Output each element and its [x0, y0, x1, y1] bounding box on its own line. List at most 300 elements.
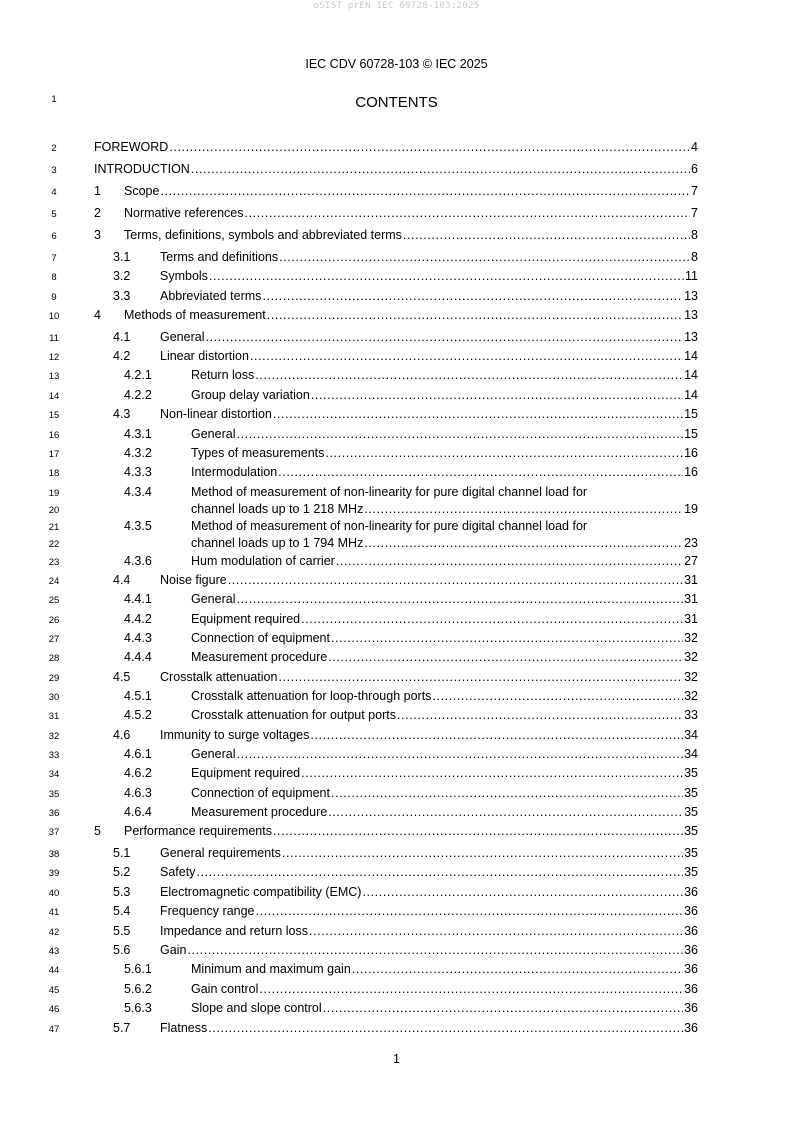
toc-entry-body	[191, 554, 698, 568]
line-number: 43	[48, 946, 60, 957]
toc-entry-body	[160, 573, 698, 587]
toc-entry-title: General	[191, 427, 236, 441]
toc-entry[interactable]	[0, 228, 793, 247]
line-number: 6	[51, 231, 57, 242]
toc-entry-body	[160, 349, 698, 363]
toc-page-number: 36	[684, 962, 698, 976]
dot-leader	[236, 427, 683, 441]
toc-entry-body	[191, 446, 698, 460]
toc-entry-title: General requirements	[160, 846, 281, 860]
toc-entry[interactable]	[0, 140, 793, 159]
line-number: 9	[51, 292, 57, 303]
page-header: IEC CDV 60728-103 © IEC 2025	[305, 57, 488, 71]
toc-entry-title: channel loads up to 1 218 MHz	[191, 502, 364, 516]
toc-page-number: 35	[684, 805, 698, 819]
dot-leader	[208, 1021, 683, 1035]
toc-entry-body	[160, 728, 698, 742]
dot-leader	[325, 446, 683, 460]
toc-entry[interactable]	[0, 824, 793, 843]
line-number: 27	[48, 634, 60, 645]
line-number: 15	[48, 410, 60, 421]
line-number: 31	[48, 711, 60, 722]
toc-section-number: 4.4	[113, 573, 131, 587]
toc-entry-body	[191, 1001, 698, 1015]
toc-entry[interactable]	[0, 708, 793, 727]
toc-entry-title: Hum modulation of carrier	[191, 554, 335, 568]
dot-leader	[278, 670, 683, 684]
line-number: 41	[48, 907, 60, 918]
toc-entry-title: channel loads up to 1 794 MHz	[191, 536, 364, 550]
toc-entry-title: Normative references	[124, 206, 244, 220]
line-number: 46	[48, 1004, 60, 1015]
toc-section-number: 4.2.2	[124, 388, 152, 402]
toc-entry-title: Terms and definitions	[160, 250, 279, 264]
toc-entry-title: Frequency range	[160, 904, 255, 918]
line-number: 28	[48, 653, 60, 664]
toc-entry[interactable]	[0, 388, 793, 407]
toc-entry-body	[191, 747, 698, 761]
toc-entry-title: Safety	[160, 865, 196, 879]
toc-section-number: 4.4.3	[124, 631, 152, 645]
toc-entry-body	[160, 904, 698, 918]
toc-section-number: 3.2	[113, 269, 131, 283]
toc-entry-body	[160, 846, 698, 860]
toc-section-number: 4.4.4	[124, 650, 152, 664]
toc-entry[interactable]	[0, 446, 793, 465]
toc-entry-title: Minimum and maximum gain	[191, 962, 351, 976]
toc-entry-title-line1: Method of measurement of non-linearity for pure digital channel load for	[191, 485, 588, 499]
toc-entry-title: Measurement procedure	[191, 650, 328, 664]
toc-page-number: 32	[684, 670, 698, 684]
line-number: 29	[48, 673, 60, 684]
dot-leader	[278, 465, 683, 479]
toc-entry-title: Connection of equipment	[191, 786, 330, 800]
toc-entry-body	[191, 388, 698, 402]
toc-page-number: 31	[684, 612, 698, 626]
toc-page-number: 4	[691, 140, 698, 154]
toc-entry[interactable]	[0, 206, 793, 225]
toc-entry-title: Types of measurements	[191, 446, 325, 460]
toc-page-number: 35	[684, 865, 698, 879]
dot-leader	[397, 708, 683, 722]
toc-section-number: 4.3.1	[124, 427, 152, 441]
toc-entry-title: Scope	[124, 184, 160, 198]
dot-leader	[245, 206, 691, 220]
toc-page-number: 23	[684, 536, 698, 550]
toc-page-number: 32	[684, 650, 698, 664]
toc-section-number: 4.6.2	[124, 766, 152, 780]
toc-section-number: 5.5	[113, 924, 131, 938]
toc-section-number: 4.3	[113, 407, 131, 421]
toc-entry-title: Crosstalk attenuation	[160, 670, 278, 684]
toc-entry-body	[191, 962, 698, 976]
dot-leader	[250, 349, 683, 363]
toc-entry[interactable]	[0, 631, 793, 650]
dot-leader	[282, 846, 683, 860]
page-title: CONTENTS	[355, 94, 438, 111]
toc-entry-body	[94, 140, 698, 154]
toc-entry-title: General	[191, 592, 236, 606]
toc-entry-body	[191, 650, 698, 664]
line-number: 40	[48, 888, 60, 899]
toc-entry[interactable]	[0, 728, 793, 747]
line-number: 45	[48, 985, 60, 996]
toc-page-number: 8	[691, 228, 698, 242]
toc-entry-body	[191, 766, 698, 780]
toc-page-number: 16	[684, 465, 698, 479]
dot-leader	[301, 612, 683, 626]
toc-entry-body	[191, 982, 698, 996]
toc-entry-title: Gain	[160, 943, 187, 957]
toc-entry[interactable]	[0, 766, 793, 785]
line-number: 17	[48, 449, 60, 460]
toc-page-number: 32	[684, 631, 698, 645]
toc-entry[interactable]	[0, 670, 793, 689]
toc-section-number: 3.3	[113, 289, 131, 303]
toc-section-number: 4.2	[113, 349, 131, 363]
toc-section-number: 4.4.2	[124, 612, 152, 626]
dot-leader	[336, 554, 683, 568]
toc-page-number: 6	[691, 162, 698, 176]
line-number: 18	[48, 468, 60, 479]
toc-section-number: 4.6.3	[124, 786, 152, 800]
line-number: 39	[48, 868, 60, 879]
toc-entry-body	[160, 670, 698, 684]
toc-entry[interactable]	[0, 465, 793, 484]
dot-leader	[432, 689, 683, 703]
toc-entry-body	[191, 502, 698, 516]
toc-entry[interactable]	[0, 269, 793, 288]
toc-entry-body	[160, 269, 698, 283]
toc-page-number: 8	[691, 250, 698, 264]
toc-entry-body	[191, 612, 698, 626]
toc-entry-body	[191, 368, 698, 382]
toc-entry[interactable]	[0, 330, 793, 349]
toc-section-number: 4.1	[113, 330, 131, 344]
toc-page-number: 34	[684, 728, 698, 742]
toc-page-number: 15	[684, 427, 698, 441]
dot-leader	[311, 388, 683, 402]
toc-entry-body	[191, 536, 698, 550]
dot-leader	[209, 269, 684, 283]
line-number: 24	[48, 576, 60, 587]
toc-entry-title: Measurement procedure	[191, 805, 328, 819]
toc-entry-body	[160, 407, 698, 421]
dot-leader	[196, 865, 683, 879]
toc-section-number: 2	[94, 206, 101, 220]
line-number: 47	[48, 1024, 60, 1035]
dot-leader	[301, 766, 683, 780]
toc-entry-title: Performance requirements	[124, 824, 272, 838]
toc-section-number: 1	[94, 184, 101, 198]
toc-section-number: 4.3.4	[124, 485, 152, 499]
toc-section-number: 4.4.1	[124, 592, 152, 606]
toc-page-number: 14	[684, 388, 698, 402]
toc-entry[interactable]	[0, 943, 793, 962]
dot-leader	[328, 650, 683, 664]
line-number: 38	[48, 849, 60, 860]
toc-section-number: 3	[94, 228, 101, 242]
toc-entry-body	[191, 689, 698, 703]
toc-entry-body	[160, 865, 698, 879]
toc-entry-title: Noise figure	[160, 573, 227, 587]
toc-entry[interactable]	[0, 349, 793, 368]
toc-entry-title: Crosstalk attenuation for output ports	[191, 708, 396, 722]
toc-entry[interactable]	[0, 885, 793, 904]
toc-section-number: 4.3.5	[124, 519, 152, 533]
toc-entry[interactable]	[0, 427, 793, 446]
toc-entry-title: Terms, definitions, symbols and abbreviated terms	[124, 228, 402, 242]
toc-page-number: 36	[684, 943, 698, 957]
toc-entry-body	[160, 943, 698, 957]
toc-entry-body	[124, 184, 698, 198]
dot-leader	[255, 368, 683, 382]
line-number: 35	[48, 789, 60, 800]
toc-page-number: 13	[684, 330, 698, 344]
toc-entry[interactable]	[0, 554, 793, 573]
toc-entry-body	[160, 289, 698, 303]
toc-section-number: 4.3.3	[124, 465, 152, 479]
toc-page-number: 34	[684, 747, 698, 761]
line-number: 8	[51, 272, 57, 283]
line-number: 5	[51, 209, 57, 220]
toc-section-number: 4.5	[113, 670, 131, 684]
toc-entry[interactable]	[0, 982, 793, 1001]
dot-leader	[205, 330, 683, 344]
toc-entry[interactable]	[0, 924, 793, 943]
toc-entry-title: Linear distortion	[160, 349, 249, 363]
toc-entry[interactable]	[0, 162, 793, 181]
toc-section-number: 4.5.2	[124, 708, 152, 722]
toc-entry-body	[94, 162, 698, 176]
toc-entry-title: Electromagnetic compatibility (EMC)	[160, 885, 362, 899]
dot-leader	[267, 308, 683, 322]
dot-leader	[403, 228, 690, 242]
toc-entry-body	[191, 465, 698, 479]
line-number: 33	[48, 750, 60, 761]
toc-page-number: 13	[684, 308, 698, 322]
line-number: 14	[48, 391, 60, 402]
toc-entry[interactable]	[0, 519, 793, 553]
toc-entry[interactable]	[0, 289, 793, 308]
toc-section-number: 5.6.3	[124, 1001, 152, 1015]
toc-section-number: 4.2.1	[124, 368, 152, 382]
toc-page-number: 36	[684, 1001, 698, 1015]
line-number: 26	[48, 615, 60, 626]
toc-section-number: 5.3	[113, 885, 131, 899]
line-number: 44	[48, 965, 60, 976]
toc-entry-body	[191, 708, 698, 722]
toc-entry[interactable]	[0, 786, 793, 805]
toc-entry-body	[124, 824, 698, 838]
toc-entry[interactable]	[0, 592, 793, 611]
toc-section-number: 4.6.1	[124, 747, 152, 761]
toc-entry-title: Symbols	[160, 269, 208, 283]
line-number: 30	[48, 692, 60, 703]
toc-entry-title: Flatness	[160, 1021, 208, 1035]
toc-section-number: 3.1	[113, 250, 131, 264]
toc-entry-body	[160, 885, 698, 899]
toc-page-number: 13	[684, 289, 698, 303]
toc-section-number: 4.3.2	[124, 446, 152, 460]
toc-entry-body	[160, 330, 698, 344]
dot-leader	[236, 747, 683, 761]
toc-section-number: 5.6	[113, 943, 131, 957]
toc-entry[interactable]	[0, 865, 793, 884]
page-number: 1	[393, 1052, 400, 1066]
line-number: 11	[49, 333, 59, 344]
toc-section-number: 5.6.2	[124, 982, 152, 996]
line-number: 21	[48, 522, 60, 533]
toc-entry[interactable]	[0, 368, 793, 387]
toc-page-number: 16	[684, 446, 698, 460]
dot-leader	[364, 502, 683, 516]
line-number: 4	[51, 187, 57, 198]
toc-page-number: 32	[684, 689, 698, 703]
dot-leader	[352, 962, 683, 976]
toc-entry-title: Return loss	[191, 368, 255, 382]
toc-entry[interactable]	[0, 612, 793, 631]
dot-leader	[331, 786, 683, 800]
line-number: 19	[48, 488, 60, 499]
toc-section-number: 4.6.4	[124, 805, 152, 819]
toc-entry[interactable]	[0, 904, 793, 923]
dot-leader	[364, 536, 683, 550]
line-number: 7	[51, 253, 57, 264]
toc-page-number: 27	[684, 554, 698, 568]
line-number: 22	[48, 539, 60, 550]
toc-page-number: 15	[684, 407, 698, 421]
toc-entry-title: Equipment required	[191, 766, 301, 780]
toc-entry-title: Methods of measurement	[124, 308, 266, 322]
toc-page-number: 35	[684, 846, 698, 860]
toc-page-number: 36	[684, 885, 698, 899]
toc-entry-title: Gain control	[191, 982, 259, 996]
toc-page-number: 36	[684, 1021, 698, 1035]
dot-leader	[279, 250, 690, 264]
toc-entry[interactable]	[0, 485, 793, 519]
toc-page-number: 36	[684, 982, 698, 996]
toc-section-number: 5.4	[113, 904, 131, 918]
line-number: 3	[51, 165, 57, 176]
toc-section-number: 5.6.1	[124, 962, 152, 976]
toc-entry[interactable]	[0, 846, 793, 865]
toc-entry-title: FOREWORD	[94, 140, 169, 154]
toc-page-number: 7	[691, 206, 698, 220]
toc-page-number: 19	[684, 502, 698, 516]
watermark: oSIST prEN IEC 60728-103:2025	[313, 1, 480, 11]
toc-section-number: 5.7	[113, 1021, 131, 1035]
line-number: 42	[48, 927, 60, 938]
line-number: 13	[48, 371, 60, 382]
toc-entry-title: Abbreviated terms	[160, 289, 262, 303]
toc-page-number: 7	[691, 184, 698, 198]
toc-entry-title: Immunity to surge voltages	[160, 728, 310, 742]
toc-entry[interactable]	[0, 573, 793, 592]
toc-section-number: 5	[94, 824, 101, 838]
toc-page-number: 33	[684, 708, 698, 722]
dot-leader	[273, 824, 683, 838]
toc-entry-body	[124, 308, 698, 322]
line-number: 2	[51, 143, 57, 154]
toc-entry-body	[191, 786, 698, 800]
dot-leader	[309, 924, 683, 938]
toc-entry-title: INTRODUCTION	[94, 162, 190, 176]
toc-section-number: 5.1	[113, 846, 131, 860]
toc-entry[interactable]	[0, 184, 793, 203]
toc-page-number: 35	[684, 766, 698, 780]
toc-page-number: 31	[684, 592, 698, 606]
dot-leader	[262, 289, 683, 303]
line-number: 32	[48, 731, 60, 742]
toc-section-number: 4	[94, 308, 101, 322]
toc-page-number: 36	[684, 924, 698, 938]
line-number: 36	[48, 808, 60, 819]
toc-entry-title: General	[191, 747, 236, 761]
line-number: 16	[48, 430, 60, 441]
line-number: 23	[48, 557, 60, 568]
dot-leader	[273, 407, 683, 421]
toc-entry[interactable]	[0, 689, 793, 708]
toc-entry-body	[160, 1021, 698, 1035]
toc-page-number: 14	[684, 349, 698, 363]
dot-leader	[328, 805, 683, 819]
dot-leader	[191, 162, 690, 176]
toc-entry-body	[160, 924, 698, 938]
dot-leader	[323, 1001, 683, 1015]
dot-leader	[236, 592, 683, 606]
toc-entry-body	[191, 427, 698, 441]
toc-entry-title: Impedance and return loss	[160, 924, 309, 938]
toc-page-number: 11	[685, 269, 698, 283]
dot-leader	[256, 904, 684, 918]
toc-entry[interactable]	[0, 407, 793, 426]
dot-leader	[169, 140, 690, 154]
toc-entry-body	[191, 631, 698, 645]
toc-entry-title: Crosstalk attenuation for loop-through ports	[191, 689, 432, 703]
line-number: 12	[48, 352, 60, 363]
toc-page-number: 36	[684, 904, 698, 918]
toc-entry[interactable]	[0, 747, 793, 766]
toc-entry[interactable]	[0, 650, 793, 669]
toc-page-number: 14	[684, 368, 698, 382]
toc-entry[interactable]	[0, 308, 793, 327]
toc-entry-title: Connection of equipment	[191, 631, 330, 645]
toc-entry-body	[124, 206, 698, 220]
line-number: 37	[48, 827, 60, 838]
toc-entry[interactable]	[0, 805, 793, 824]
toc-entry[interactable]	[0, 250, 793, 269]
toc-entry[interactable]	[0, 1021, 793, 1040]
dot-leader	[310, 728, 683, 742]
toc-entry-title: Group delay variation	[191, 388, 310, 402]
toc-entry[interactable]	[0, 1001, 793, 1020]
toc-page-number: 35	[684, 786, 698, 800]
toc-entry-body	[124, 228, 698, 242]
line-number: 25	[48, 595, 60, 606]
line-number: 34	[48, 769, 60, 780]
line-number: 10	[48, 311, 60, 322]
dot-leader	[331, 631, 683, 645]
dot-leader	[187, 943, 683, 957]
toc-entry-body	[160, 250, 698, 264]
toc-entry-body	[191, 805, 698, 819]
line-number: 1	[51, 94, 57, 105]
toc-section-number: 5.2	[113, 865, 131, 879]
toc-entry-title: Slope and slope control	[191, 1001, 322, 1015]
toc-entry[interactable]	[0, 962, 793, 981]
toc-section-number: 4.5.1	[124, 689, 152, 703]
